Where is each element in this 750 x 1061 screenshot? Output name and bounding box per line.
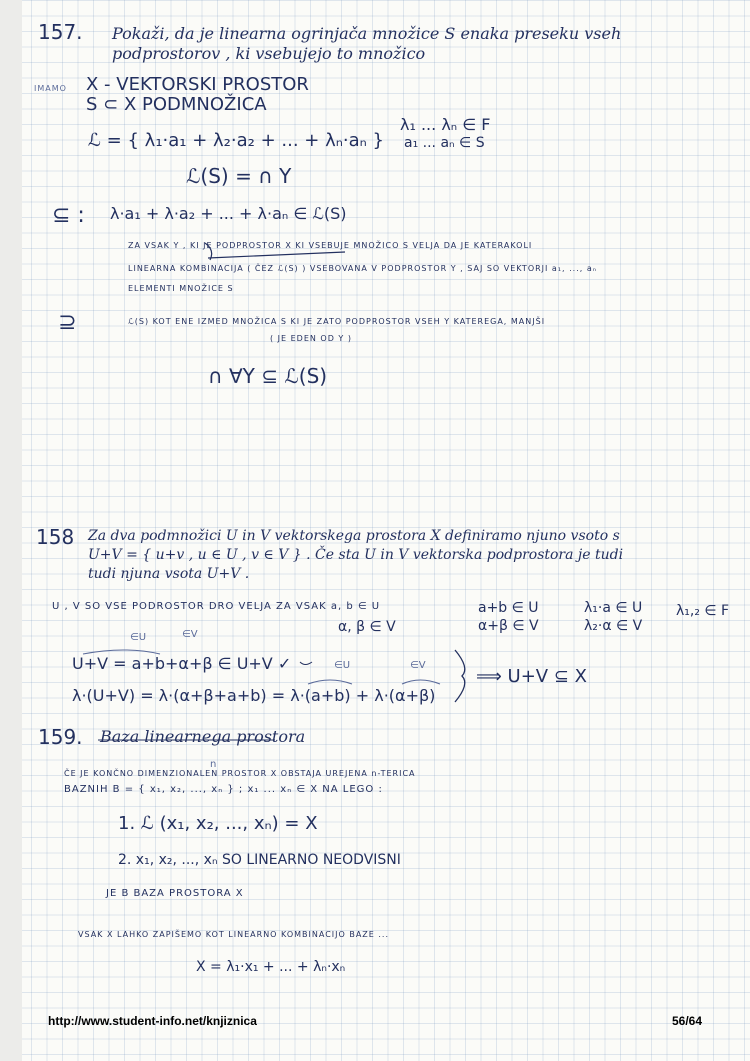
proof-line-3: ELEMENTI MNOŽICE S bbox=[128, 284, 234, 293]
closure-v-sum: α+β ∈ V bbox=[478, 618, 539, 634]
basis-condition-1: 1. ℒ (x₁, x₂, ..., xₙ) = X bbox=[118, 813, 318, 834]
proof-line-2: LINEARNA KOMBINACIJA ( ČEZ ℒ(S) ) VSEBOVANA V PODPROSTOR Y , SAJ SO VEKTORJI a₁, ..., aₙ bbox=[128, 264, 597, 273]
problem-157-number: 157. bbox=[38, 20, 83, 44]
subset-direction-symbol: ⊆ : bbox=[52, 203, 85, 228]
supset-line-2: ( JE EDEN OD Y ) bbox=[270, 334, 352, 343]
x-vector-space-line: X - VEKTORSKI PROSTOR bbox=[86, 74, 309, 95]
imamo-label: IMAMO bbox=[34, 84, 67, 93]
span-equals-intersection: ℒ(S) = ∩ Y bbox=[186, 164, 292, 188]
scalars-in-field: λ₁,₂ ∈ F bbox=[676, 603, 730, 619]
footer-url[interactable]: http://www.student-info.net/knjiznica bbox=[48, 1014, 257, 1028]
problem-158-title-line-2: U+V = { u+v , u ∈ U , v ∈ V } . Če sta U in V vektorska podprostora je tudi bbox=[88, 547, 624, 563]
problem-159-number: 159. bbox=[38, 725, 83, 749]
span-definition: ℒ = { λ₁·a₁ + λ₂·a₂ + ... + λₙ·aₙ } bbox=[88, 130, 384, 151]
linear-combination-note: VSAK X LAHKO ZAPIŠEMO KOT LINEARNO KOMBINACIJO BAZE ... bbox=[78, 930, 390, 939]
closure-u-scalar: λ₁·a ∈ U bbox=[584, 600, 643, 616]
sum-closure-equation: U+V = a+b+α+β ∈ U+V ✓ bbox=[72, 654, 292, 673]
problem-158-title-line-3: tudi njuna vsota U+V . bbox=[88, 566, 250, 582]
annotation-n: n bbox=[210, 759, 217, 770]
problem-158-number: 158 bbox=[36, 525, 75, 549]
annotation-in-u-2: ∈U bbox=[334, 660, 351, 671]
subspace-condition-line: U , V SO VSE PODROSTOR DRO VELJA ZA VSAK a, b ∈ U bbox=[52, 601, 381, 612]
implies-subspace: ⟹ U+V ⊆ X bbox=[476, 666, 587, 687]
annotation-in-v: ∈V bbox=[182, 629, 198, 640]
supset-line-1: ℒ(S) KOT ENE IZMED MNOŽICA S KI JE ZATO PODPROSTOR VSEH Y KATEREGA, MANJŠI bbox=[128, 317, 546, 326]
annotation-in-v-2: ∈V bbox=[410, 660, 426, 671]
coefficients-in-field: λ₁ ... λₙ ∈ F bbox=[400, 115, 491, 134]
supset-direction-symbol: ⊇ bbox=[58, 310, 77, 335]
proof-line-1: ZA VSAK Y , KI JE PODPROSTOR X KI VSEBUJE MNOŽICO S VELJA DA JE KATERAKOLI bbox=[128, 241, 533, 250]
linear-combination-formula: X = λ₁·x₁ + ... + λₙ·xₙ bbox=[196, 959, 346, 975]
conclusion-157: ∩ ∀Y ⊆ ℒ(S) bbox=[208, 364, 328, 388]
problem-157-title-line-2: podprostorov , ki vsebujejo to množico bbox=[112, 44, 426, 63]
subset-expression: λ·a₁ + λ·a₂ + ... + λ·aₙ ∈ ℒ(S) bbox=[110, 204, 347, 223]
basis-statement: JE B BAZA PROSTORA X bbox=[106, 888, 244, 899]
basis-condition-2: 2. x₁, x₂, ..., xₙ SO LINEARNO NEODVISNI bbox=[118, 852, 401, 868]
alpha-beta-in-v: α, β ∈ V bbox=[338, 619, 396, 635]
footer-page-number: 56/64 bbox=[672, 1014, 703, 1028]
problem-158-title-line-1: Za dva podmnožici U in V vektorskega prostora X definiramo njuno vsoto s bbox=[88, 528, 620, 544]
problem-159-title: Baza linearnega prostora bbox=[100, 727, 306, 746]
closure-v-scalar: λ₂·α ∈ V bbox=[584, 618, 643, 634]
s-subset-line: S ⊂ X PODMNOŽICA bbox=[86, 94, 267, 115]
vectors-in-s: a₁ ... aₙ ∈ S bbox=[404, 135, 485, 151]
basis-definition-line-1: ČE JE KONČNO DIMENZIONALEN PROSTOR X OBSTAJA UREJENA n-TERICA bbox=[64, 769, 416, 778]
closure-u-sum: a+b ∈ U bbox=[478, 600, 539, 616]
scalar-closure-equation: λ·(U+V) = λ·(α+β+a+b) = λ·(a+b) + λ·(α+β) bbox=[72, 686, 436, 705]
annotation-in-u: ∈U bbox=[130, 632, 147, 643]
basis-definition-line-2: BAZNIH B = { x₁, x₂, ..., xₙ } ; x₁ ... xₙ ∈ X NA LEGO : bbox=[64, 784, 383, 795]
problem-157-title-line-1: Pokaži, da je linearna ogrinjača množice S enaka preseku vseh bbox=[112, 24, 622, 43]
